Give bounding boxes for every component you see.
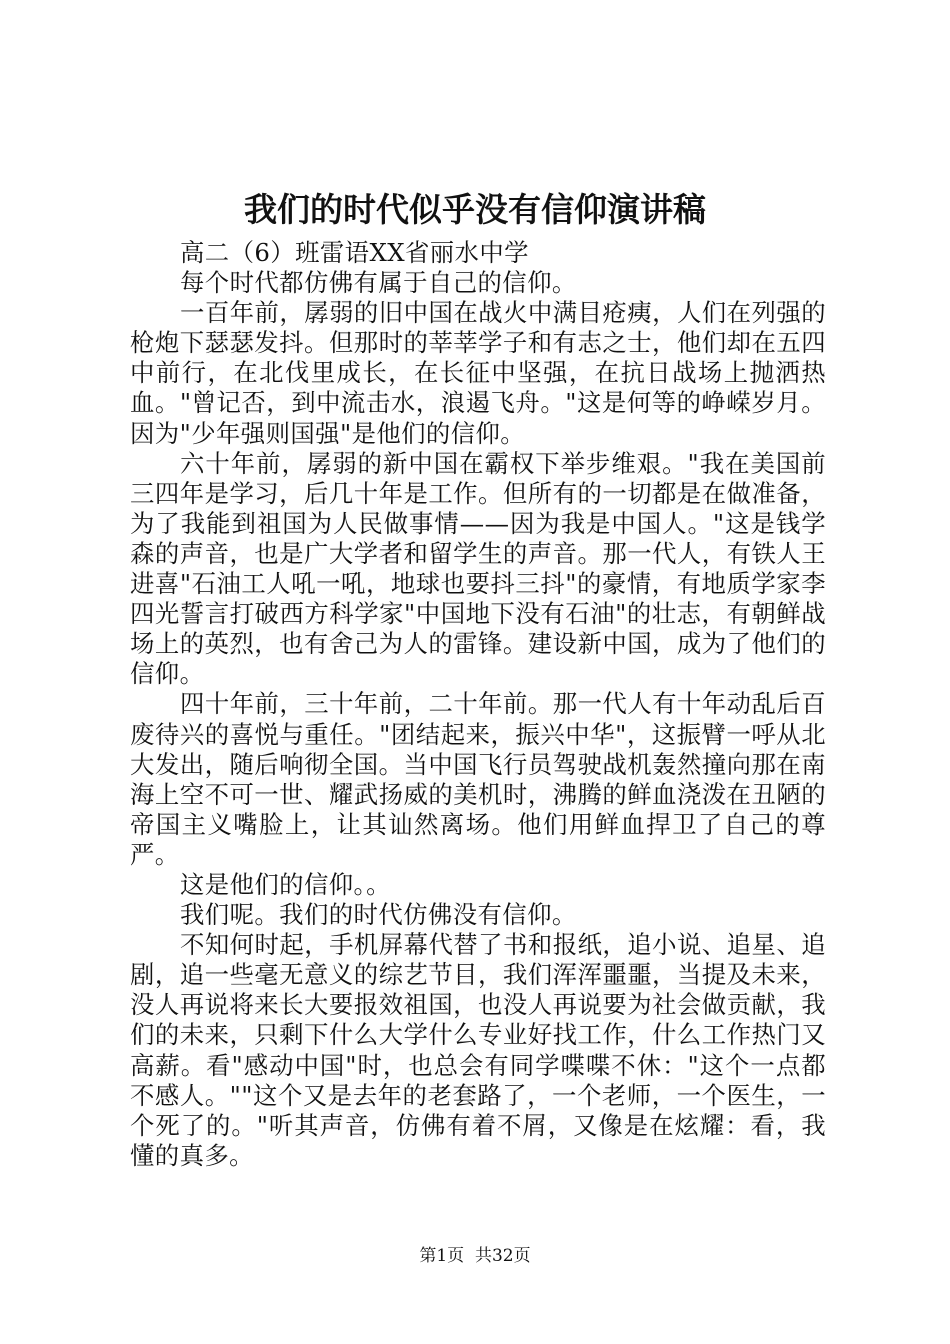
- paragraph-intro: 每个时代都仿佛有属于自己的信仰。: [180, 268, 577, 298]
- paragraph-author-line: 高二（6）班雷语XX省丽水中学: [180, 238, 529, 267]
- document-title: 我们的时代似乎没有信仰演讲稿: [244, 190, 706, 229]
- paragraph-phones: 不知何时起，手机屏幕代替了书和报纸，追小说、追星、追剧，追一些毫无意义的综艺节目，我们浑浑噩噩，当提及未来，没人再说将来长大要报效祖国，也没人再说要为社会做贡献，我们的未来，只剩下什么大学什么专业好找工作，什么工作热门又高薪。看"感动中国"时，也总会有同学喋喋不休："这个一点都不感人。""这个又是去年的老套路了，一个老师，一个医生，一个死了的。"听其声音，仿佛有着不屑，又像是在炫耀：看，我懂的真多。: [130, 930, 826, 1170]
- page-number: 第1页 共32页: [419, 1246, 531, 1266]
- paragraph-our-era: 我们呢。我们的时代仿佛没有信仰。: [180, 900, 577, 930]
- paragraph-sixty-years: 六十年前，孱弱的新中国在霸权下举步维艰。"我在美国前三四年是学习，后几十年是工作。但所有的一切都是在做准备，为了我能到祖国为人民做事情——因为我是中国人。"这是钱学森的声音，也是广大学者和留学生的声音。那一代人，有铁人王进喜"石油工人吼一吼，地球也要抖三抖"的豪情，有地质学家李四光誓言打破西方科学家"中国地下没有石油"的壮志，有朝鲜战场上的英烈，也有舍己为人的雷锋。建设新中国，成为了他们的信仰。: [130, 448, 826, 689]
- page-footer: [0, 1244, 950, 1268]
- paragraph-their-belief: 这是他们的信仰。。: [180, 869, 391, 899]
- paragraph-hundred-years: 一百年前，孱弱的旧中国在战火中满目疮痍，人们在列强的枪炮下瑟瑟发抖。但那时的莘莘学子和有志之士，他们却在五四中前行，在北伐里成长，在长征中坚强，在抗日战场上抛洒热血。"曾记否，到中流击水，浪遏飞舟。"这是何等的峥嵘岁月。因为"少年强则国强"是他们的信仰。: [130, 298, 826, 448]
- document-body: [130, 238, 826, 1171]
- paragraph-forty-years: 四十年前，三十年前，二十年前。那一代人有十年动乱后百废待兴的喜悦与重任。"团结起来，振兴中华"，这振臂一呼从北大发出，随后响彻全国。当中国飞行员驾驶战机轰然撞向那在南海上空不可一世、耀武扬威的美机时，沸腾的鲜血浇泼在丑陋的帝国主义嘴脸上，让其讪然离场。他们用鲜血捍卫了自己的尊严。: [130, 689, 826, 869]
